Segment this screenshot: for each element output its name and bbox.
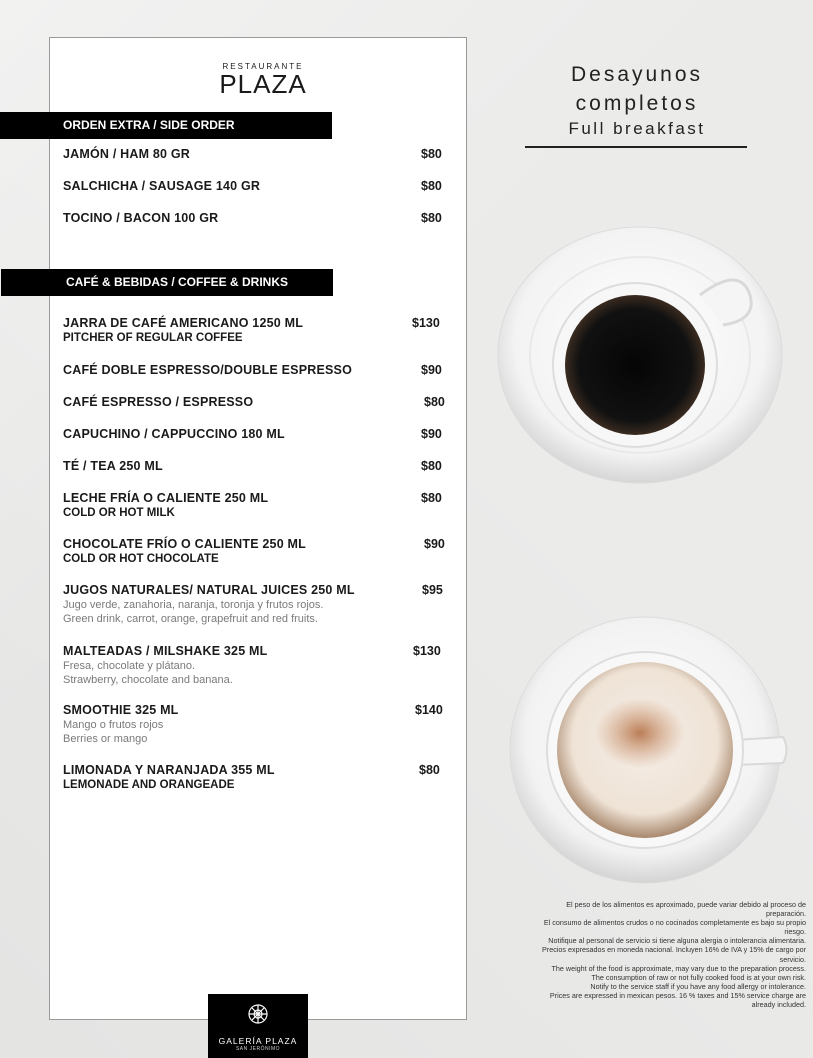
disclaimer-text — [472, 900, 806, 1009]
disclaimer-line: Precios expresados en moneda nacional. Incluyen 16% de IVA y 15% de cargo por — [542, 945, 806, 955]
black-coffee-cup-image — [495, 225, 785, 485]
item-price: $80 — [421, 147, 442, 161]
title-underline — [525, 146, 747, 148]
item-name: CAFÉ ESPRESSO / ESPRESSO — [63, 395, 254, 409]
item-description: Fresa, chocolate y plátano. — [63, 660, 196, 672]
menu-item-bacon — [63, 211, 448, 226]
item-price: $90 — [421, 427, 442, 441]
section-coffee-drinks — [1, 269, 333, 296]
footer-brand-sub: SAN JERÓNIMO — [235, 1046, 281, 1052]
disclaimer-line: El peso de los alimentos es aproximado, puede variar debido al proceso de — [566, 900, 806, 909]
item-price: $90 — [421, 363, 442, 377]
item-description: Mango o frutos rojos — [63, 719, 164, 731]
cappuccino-cup-image — [505, 615, 790, 890]
item-subtitle: PITCHER OF REGULAR COFFEE — [63, 332, 243, 344]
item-price: $80 — [421, 179, 442, 193]
title-line-2: completos — [575, 92, 699, 115]
item-description: Jugo verde, zanahoria, naranja, toronja y frutos rojos. — [63, 599, 324, 611]
item-price: $130 — [413, 644, 441, 658]
item-price: $95 — [422, 583, 443, 597]
disclaimer-line: already included. — [751, 1000, 806, 1010]
menu-item-double-espresso — [63, 363, 448, 378]
item-subtitle: LEMONADE AND ORANGEADE — [63, 779, 235, 791]
item-price: $140 — [415, 703, 443, 717]
item-name: TÉ / TEA 250 ML — [63, 459, 163, 473]
galeria-plaza-logo — [208, 994, 308, 1058]
item-description: Berries or mango — [63, 733, 148, 745]
disclaimer-line: riesgo. — [784, 927, 806, 937]
disclaimer-line: servicio. — [779, 954, 806, 964]
section-label: ORDEN EXTRA / SIDE ORDER — [63, 118, 235, 132]
item-name: CAFÉ DOBLE ESPRESSO/DOUBLE ESPRESSO — [63, 363, 352, 377]
item-price: $80 — [421, 459, 442, 473]
item-name: LECHE FRÍA O CALIENTE 250 ML — [63, 491, 269, 505]
menu-item-chocolate — [63, 537, 448, 566]
page-title — [527, 60, 747, 140]
item-name: MALTEADAS / MILSHAKE 325 ML — [63, 644, 268, 658]
disclaimer-line: The consumption of raw or not fully cooked food is at your own risk. — [591, 972, 806, 982]
item-name: LIMONADA Y NARANJADA 355 ML — [63, 763, 275, 777]
logo-small-text: RESTAURANTE — [222, 62, 304, 71]
logo-big-text: PLAZA — [219, 69, 307, 99]
item-subtitle: COLD OR HOT MILK — [63, 507, 175, 519]
menu-item-milkshake — [63, 644, 448, 687]
item-name: TOCINO / BACON 100 GR — [63, 211, 219, 225]
menu-item-juices — [63, 583, 448, 626]
section-side-order — [0, 112, 332, 139]
item-price: $80 — [421, 491, 442, 505]
title-line-1: Desayunos — [570, 63, 704, 86]
item-description: Strawberry, chocolate and banana. — [63, 674, 233, 686]
menu-item-smoothie — [63, 703, 448, 746]
menu-item-milk — [63, 491, 448, 520]
item-price: $80 — [421, 211, 442, 225]
menu-item-espresso — [63, 395, 448, 410]
section-label: CAFÉ & BEBIDAS / COFFEE & DRINKS — [66, 275, 289, 289]
menu-item-ham — [63, 147, 448, 162]
disclaimer-line: Notifique al personal de servicio si tiene alguna alergia o intolerancia alimentaria. — [548, 936, 806, 946]
menu-item-tea — [63, 459, 448, 474]
disclaimer-line: preparación. — [766, 909, 806, 919]
title-line-3: Full breakfast — [568, 119, 706, 138]
item-name: SALCHICHA / SAUSAGE 140 GR — [63, 179, 261, 193]
menu-item-cappuccino — [63, 427, 448, 442]
item-subtitle: COLD OR HOT CHOCOLATE — [63, 553, 219, 565]
disclaimer-line: El consumo de alimentos crudos o no cocinados completamente es bajo su propio — [543, 918, 806, 928]
restaurant-logo — [219, 62, 307, 97]
item-name: JUGOS NATURALES/ NATURAL JUICES 250 ML — [63, 583, 355, 597]
emblem-icon — [247, 1003, 269, 1025]
disclaimer-line: The weight of the food is approximate, may vary due to the preparation process. — [551, 963, 806, 973]
item-price: $80 — [424, 395, 445, 409]
item-price: $90 — [424, 537, 445, 551]
menu-item-coffee-pitcher — [63, 316, 448, 345]
item-name: JARRA DE CAFÉ AMERICANO 1250 ML — [63, 316, 304, 330]
item-name: CAPUCHINO / CAPPUCCINO 180 ML — [63, 427, 285, 441]
item-price: $130 — [412, 316, 440, 330]
footer-brand: GALERÍA PLAZA — [218, 1036, 298, 1046]
item-name: CHOCOLATE FRÍO O CALIENTE 250 ML — [63, 537, 306, 551]
item-name: JAMÓN / HAM 80 GR — [63, 147, 191, 161]
item-description: Green drink, carrot, orange, grapefruit and red fruits. — [63, 613, 318, 625]
menu-item-lemonade — [63, 763, 448, 792]
disclaimer-line: Prices are expressed in mexican pesos. 16 % taxes and 15% service charge are — [549, 990, 806, 1000]
menu-item-sausage — [63, 179, 448, 194]
disclaimer-line: Notify to the service staff if you have any food allergy or intolerance. — [590, 981, 806, 991]
item-name: SMOOTHIE 325 ML — [63, 703, 179, 717]
item-price: $80 — [419, 763, 440, 777]
